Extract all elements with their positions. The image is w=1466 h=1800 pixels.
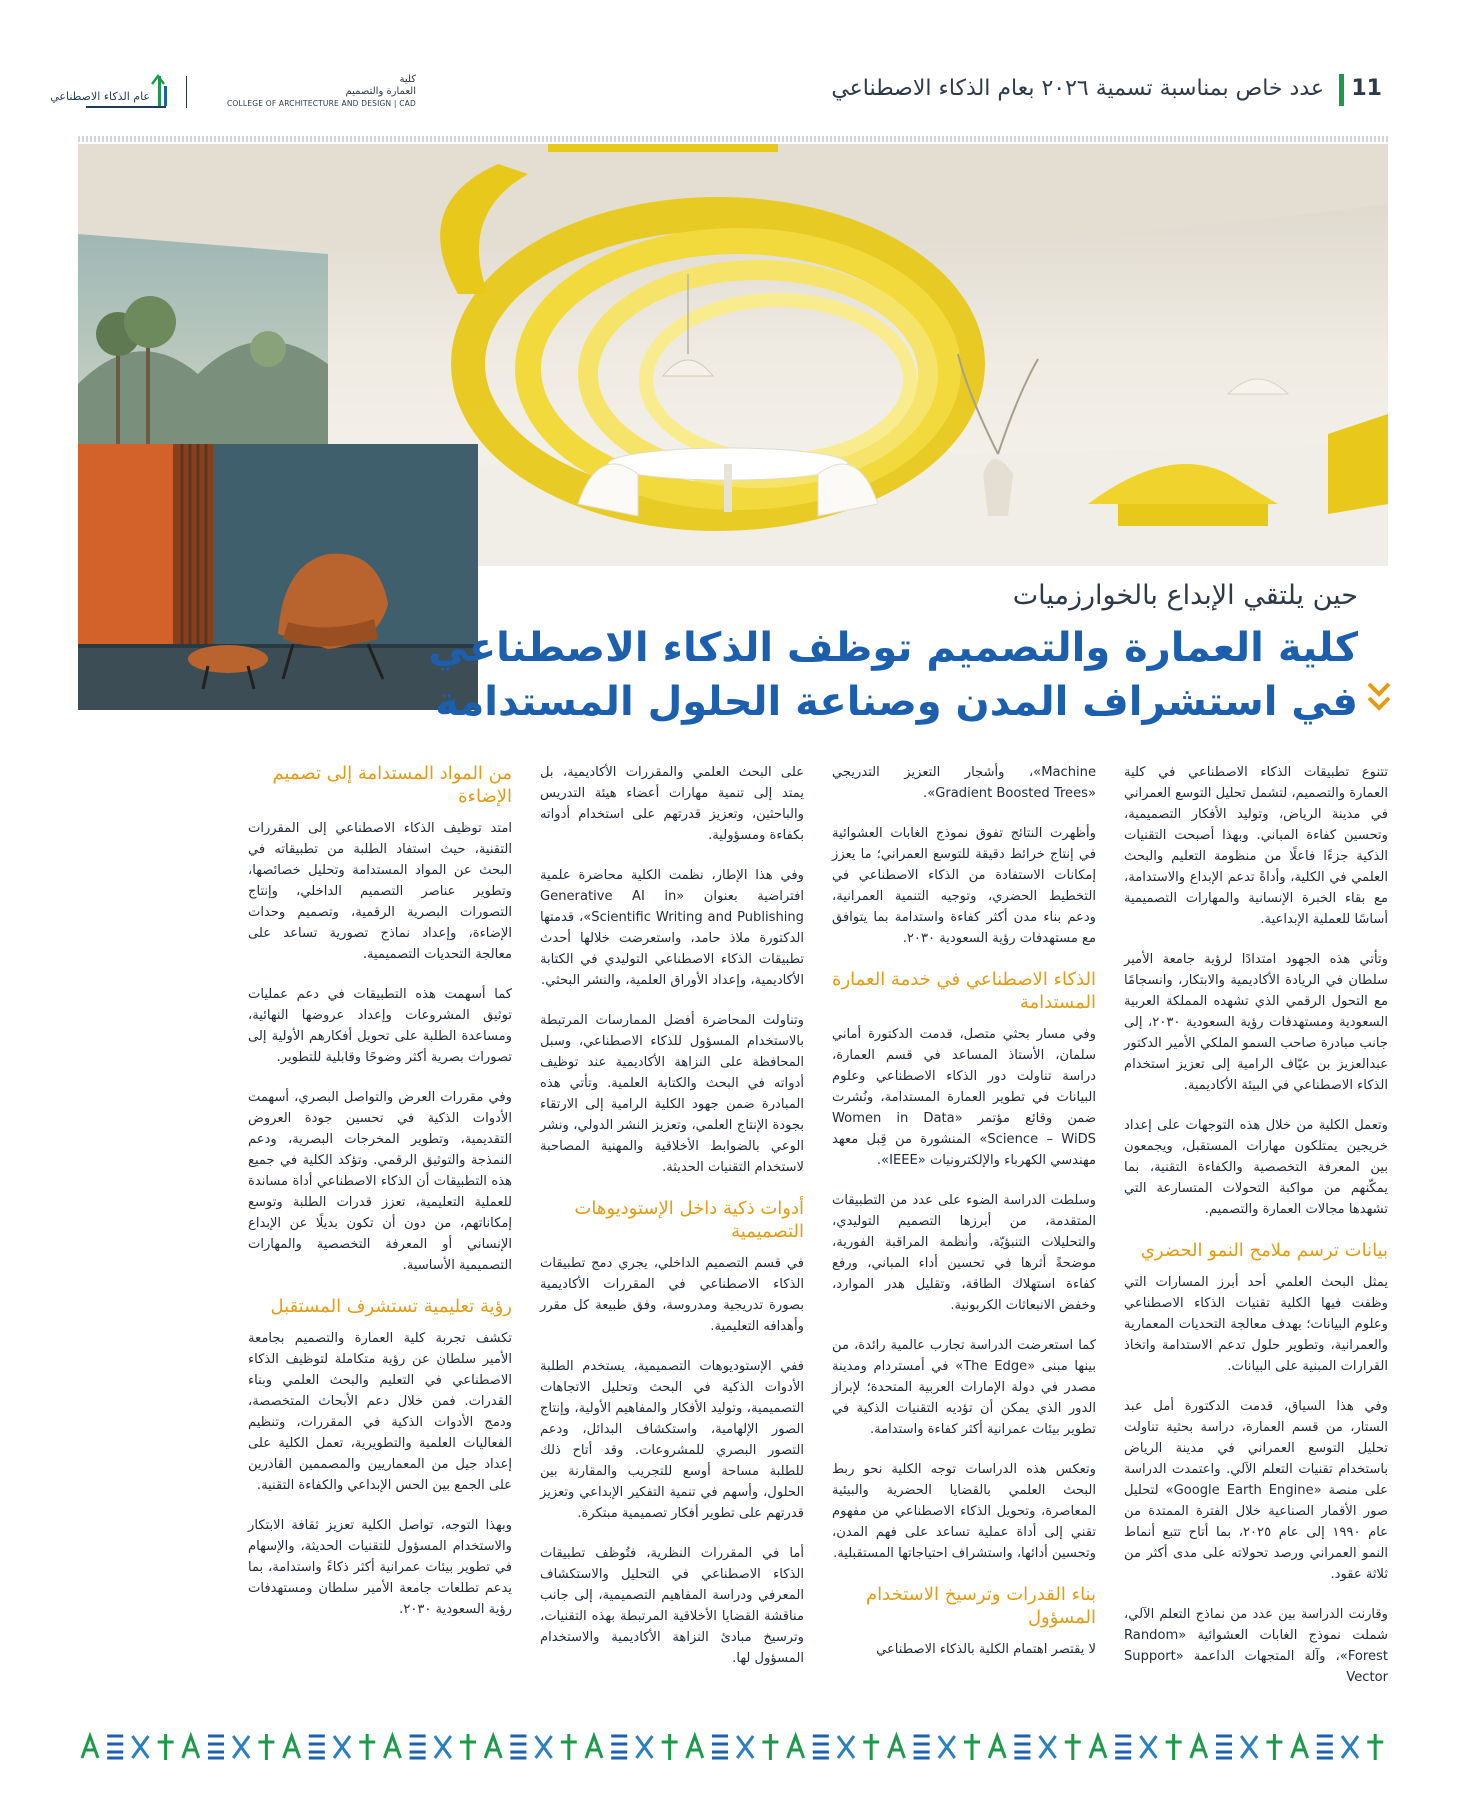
article-paragraph: وتناولت المحاضرة أفضل الممارسات المرتبطة بالاستخدام المسؤول للذكاء الاصطناعي، وسبل المحافظة على النزاهة الأكاديمية عند توظيف أدواته في البحث والكتابة العلمية. وتأتي هذه المبادرة ضمن جهود الكلية الرامية إلى الارتقاء بجودة الإنتاج العلمي، وتعزيز النشر الدولي، ونشر الوعي بالضوابط الأخلاقية والمهنية المصاحبة لاستخدام التقنيات الحديثة. (540, 1013, 804, 1175)
issue-title: عدد خاص بمناسبة تسمية ٢٠٢٦ بعام الذكاء الاصطناعي (831, 76, 1324, 101)
pattern-glyph (1115, 1736, 1131, 1758)
pattern-glyph (1166, 1734, 1182, 1760)
pattern-glyph (536, 1736, 552, 1758)
ai-logo-text: عام الذكاء الاصطناعي (50, 90, 150, 103)
pattern-glyph (1140, 1736, 1156, 1758)
pattern-glyph (888, 1736, 904, 1758)
article-paragraph: وسلطت الدراسة الضوء على عدد من التطبيقات المتقدمة، من أبرزها التصميم التوليدي، والتحليلات التنبؤيّة، وأنظمة المراقبة الفورية، موضحةً أثرها في تحسين أداء المباني، ورفع كفاءة استهلاك الطاقة، وتقليل هدر الموارد، وخفض الانبعاثات الكربونية. (832, 1193, 1096, 1313)
pattern-glyph (435, 1736, 451, 1758)
pattern-glyph (1040, 1736, 1056, 1758)
inset-chair-image (78, 444, 478, 710)
article-paragraph: أما في المقررات النظرية، فتُوظف تطبيقات الذكاء الاصطناعي في التحليل والاستكشاف المعرفي ودراسة المفاهيم التصميمية، إلى جانب مناقشة القضايا الأخلاقية المرتبطة بهذه التقنيات، وترسيخ مبادئ النزاهة الأكاديمية والاستخدام المسؤول لها. (540, 1546, 804, 1666)
article-paragraph: كما أسهمت هذه التطبيقات في دعم عمليات توثيق المشروعات وإعداد عروضها النهائية، ومساعدة الطلبة على تحويل أفكارهم الأولية إلى تصورات بصرية أكثر وضوحًا وقابلية للتطوير. (248, 987, 512, 1065)
article-column-4 (248, 762, 512, 1687)
page-number: 11 (1351, 76, 1382, 101)
section-heading: الذكاء الاصطناعي في خدمة العمارة المستدامة (832, 969, 1096, 1013)
logo-divider (186, 76, 187, 108)
pattern-glyph (208, 1736, 224, 1758)
pattern-glyph (309, 1736, 325, 1758)
article-paragraph: وفي هذا الإطار، نظمت الكلية محاضرة علمية افتراضية بعنوان «Generative AI in Scientific Writing and Publishing»، قدمتها الدكتورة ملاذ حامد، واستعرضت خلالها أحدث تطبيقات الذكاء الاصطناعي التوليدي في الكتابة الأكاديمية، وإعداد الأوراق العلمية، والنشر البحثي. (540, 868, 804, 988)
article-paragraph: لا يقتصر اهتمام الكلية بالذكاء الاصطناعي (876, 1642, 1096, 1657)
pattern-glyph (1317, 1736, 1333, 1758)
pattern-glyph (1241, 1736, 1257, 1758)
pattern-glyph (334, 1736, 350, 1758)
article-paragraph: على البحث العلمي والمقررات الأكاديمية، بل يمتد إلى تنمية مهارات أعضاء هيئة التدريس والباحثين، وتعزيز قدرتهم على استخدام أدواته بكفاءة ومسؤولية. (540, 765, 804, 843)
article-paragraph: تتنوع تطبيقات الذكاء الاصطناعي في كلية العمارة والتصميم، لتشمل تحليل التوسع العمراني في مدينة الرياض، وتوليد الأفكار التصميمية، وتحسين كفاءة المباني. وبهذا أصبحت التقنيات الذكية جزءًا فاعلًا من منظومة التعليم والبحث العلمي في الكلية، وأداةً تدعم الإبداع والاستدامة، مع بقاء الخبرة الإنسانية والمهارات التصميمية أساسًا للعملية الإبداعية. (1124, 765, 1388, 927)
pattern-glyph (1090, 1736, 1106, 1758)
chevron-down-icon (1366, 680, 1392, 714)
pattern-glyph (258, 1734, 274, 1760)
pattern-glyph (1342, 1736, 1358, 1758)
article-paragraph: تكشف تجربة كلية العمارة والتصميم بجامعة الأمير سلطان عن رؤية متكاملة لتوظيف الذكاء الاصطناعي في التعليم والبحث العلمي وبناء القدرات. فمن خلال دعم الأبحاث المتخصصة، ودمج الأدوات الذكية في المقررات، وتنظيم الفعاليات العلمية والتطويرية، تعمل الكلية على إعداد جيل من المعماريين والمصممين القادرين على الجمع بين الحس الإبداعي والكفاءة التقنية. (248, 1331, 512, 1493)
pattern-glyph (460, 1734, 476, 1760)
article-kicker: حين يلتقي الإبداع بالخوارزميات (1012, 580, 1358, 611)
pattern-glyph (1014, 1736, 1030, 1758)
pattern-glyph (183, 1736, 199, 1758)
page-header (50, 72, 1388, 114)
pattern-glyph (687, 1736, 703, 1758)
article-paragraph: امتد توظيف الذكاء الاصطناعي إلى المقررات التقنية، حيث استفاد الطلبة من تطبيقاته في البحث عن المواد المستدامة وتحليل خصائصها، وتطوير عناصر التصميم الداخلي، وإنتاج التصورات البصرية الرقمية، وتصميم وحدات الإضاءة، وإعداد نماذج تصورية تساعد على معالجة التحديات التصميمية. (248, 821, 512, 962)
section-heading: بيانات ترسم ملامح النمو الحضري (1140, 1240, 1388, 1261)
pattern-glyph (788, 1736, 804, 1758)
pattern-glyph (158, 1734, 174, 1760)
pattern-glyph (939, 1736, 955, 1758)
article-paragraph: وتعمل الكلية من خلال هذه التوجهات على إعداد خريجين يمتلكون مهارات المستقبل، ويجمعون بين المعرفة التخصصية والكفاءة التقنية، بما يمكّنهم من مواكبة التحولات المتسارعة التي تشهدها مجالات العمارة والتصميم. (1124, 1118, 1388, 1217)
section-heading: بناء القدرات وترسيخ الاستخدام المسؤول (866, 1584, 1096, 1628)
pattern-glyph (586, 1736, 602, 1758)
pattern-glyph (410, 1736, 426, 1758)
section-heading: رؤية تعليمية تستشرف المستقبل (270, 1296, 512, 1317)
college-name-en: COLLEGE OF ARCHITECTURE AND DESIGN | CAD (226, 99, 416, 108)
lounge-chair-illustration (78, 444, 478, 710)
article-column-1 (1124, 762, 1388, 1687)
article-paragraph: وقارنت الدراسة بين عدد من نماذج التعلم الآلي، شملت نموذج الغابات العشوائية «Random Forest»، وآلة المتجهات الداعمة «Support Vector (1124, 1607, 1388, 1685)
pattern-glyph (384, 1736, 400, 1758)
pattern-glyph (485, 1736, 501, 1758)
pattern-glyph (712, 1736, 728, 1758)
pattern-glyph (813, 1736, 829, 1758)
article-paragraph: ففي الإستوديوهات التصميمية، يستخدم الطلبة الأدوات الذكية في البحث وتحليل الاتجاهات التصميمية، وتوليد الأفكار والمفاهيم الأولية، وإنتاج الصور الإلهامية، واستكشاف البدائل، ودعم التصور البصري للمشروعات. وقد أتاح ذلك للطلبة مساحة أوسع للتجريب والمقارنة بين الحلول، وأسهم في تنمية التفكير الإبداعي وتعزيز قدرتهم على تطوير أفكار تصميمية مبتكرة. (540, 1359, 804, 1521)
pattern-glyph (1216, 1736, 1232, 1758)
pattern-glyph (1367, 1734, 1383, 1760)
pattern-glyph (989, 1736, 1005, 1758)
header-dotted-rule (78, 136, 1388, 142)
headline-line-2: في استشراف المدن وصناعة الحلول المستدامة (435, 679, 1358, 725)
pattern-glyph (359, 1734, 375, 1760)
pattern-glyph (737, 1736, 753, 1758)
article-paragraph: كما استعرضت الدراسة تجارب عالمية رائدة، من بينها مبنى «The Edge» في أمستردام ومدينة مصدر في دولة الإمارات العربية المتحدة؛ لإبراز الدور الذي يمكن أن تؤديه التقنيات الذكية في تطوير بيئات عمرانية أكثر كفاءة واستدامة. (832, 1338, 1096, 1437)
college-name-ar-2: العمارة والتصميم (345, 86, 416, 97)
pattern-glyph (863, 1734, 879, 1760)
pattern-glyph (510, 1736, 526, 1758)
headline-line-1: كلية العمارة والتصميم توظف الذكاء الاصطناعي (428, 625, 1358, 671)
pattern-glyph (611, 1736, 627, 1758)
article-paragraph: يمثل البحث العلمي أحد أبرز المسارات التي وظفت فيها الكلية تقنيات الذكاء الاصطناعي وعلوم البيانات؛ بهدف معالجة التحديات المعمارية والعمرانية، وتطوير حلول تدعم الاستدامة واتخاذ القرارات المبنية على البيانات. (1124, 1275, 1388, 1374)
article-paragraph: Machine»، وأشجار التعزيز التدريجي «Gradient Boosted Trees». (832, 765, 1096, 801)
decorative-ai-pattern-band (78, 1730, 1388, 1764)
article-paragraph: وفي هذا السياق، قدمت الدكتورة أمل عبد الستار، من قسم العمارة، دراسة بحثية تناولت تحليل التوسع العمراني في مدينة الرياض باستخدام تقنيات التعلم الآلي. واعتمدت الدراسة على منصة «Google Earth Engine» لتحليل صور الأقمار الصناعية خلال الفترة الممتدة من عام ١٩٩٠ إلى عام ٢٠٢٥، بما أتاح تتبع أنماط النمو العمراني ورصد تحولاته على مدى أكثر من ثلاثة عقود. (1124, 1399, 1388, 1582)
college-logo (196, 74, 416, 112)
article-paragraph: وتأتي هذه الجهود امتدادًا لرؤية جامعة الأمير سلطان في الريادة الأكاديمية والابتكار، وانسجامًا مع التحول الرقمي الذي تشهده المملكة العربية السعودية ومستهدفات رؤية السعودية ٢٠٣٠، إلى جانب مبادرة صاحب السمو الملكي الأمير الدكتور عبدالعزيز بن عيّاف الرامية إلى تعزيز استخدام الذكاء الاصطناعي في البيئة الأكاديمية. (1124, 952, 1388, 1093)
pattern-glyph (762, 1734, 778, 1760)
pattern-glyph (662, 1734, 678, 1760)
pattern-glyph (132, 1736, 148, 1758)
pattern-glyph (1292, 1736, 1308, 1758)
pattern-glyph (838, 1736, 854, 1758)
article-column-3 (540, 762, 804, 1687)
article-paragraph: وتعكس هذه الدراسات توجه الكلية نحو ربط البحث العلمي بالقضايا الحضرية والبيئية المعاصرة، وتحويل الذكاء الاصطناعي من مفهوم تقني إلى أداة عملية تساعد على فهم المدن، وتحسين أدائها، واستشراف احتياجاتها المستقبلية. (832, 1462, 1096, 1561)
section-heading: أدوات ذكية داخل الإستوديوهات التصميمية (574, 1198, 804, 1242)
article-paragraph: وأظهرت النتائج تفوق نموذج الغابات العشوائية في إنتاج خرائط دقيقة للتوسع العمراني؛ ما يعزز إمكانات الاستفادة من الذكاء الاصطناعي في التخطيط الحضري، وتوجيه التنمية العمرانية، ودعم بناء مدن أكثر كفاءة واستدامة بما يتوافق مع مستهدفات رؤية السعودية ٢٠٣٠. (832, 826, 1096, 946)
header-accent-bar (1339, 74, 1344, 106)
ai-pattern-icon (78, 1730, 1388, 1764)
pattern-glyph (1191, 1736, 1207, 1758)
pattern-glyph (82, 1736, 98, 1758)
article-paragraph: وبهذا التوجه، تواصل الكلية تعزيز ثقافة الابتكار والاستخدام المسؤول للتقنيات الحديثة، والإسهام في تطوير بيئات عمرانية أكثر ذكاءً واستدامة، بما يدعم تطلعات جامعة الأمير سلطان ومستهدفات رؤية السعودية ٢٠٣٠. (248, 1518, 512, 1617)
pattern-glyph (233, 1736, 249, 1758)
article-paragraph: وفي مسار بحثي متصل، قدمت الدكتورة أماني سلمان، الأستاذ المساعد في قسم العمارة، دراسة تناولت دور الذكاء الاصطناعي وعلوم البيانات في تطوير العمارة المستدامة، ونُشرت ضمن وقائع مؤتمر «Women in Data Science – WiDS» المنشورة من قِبل معهد مهندسي الكهرباء والإلكترونيات «IEEE». (832, 1027, 1096, 1168)
ai-year-logo (50, 72, 172, 112)
pattern-glyph (964, 1734, 980, 1760)
article-paragraph: وفي مقررات العرض والتواصل البصري، أسهمت الأدوات الذكية في تحسين جودة العروض التقديمية، وتطوير المخرجات البصرية، ودعم النمذجة والتوثيق الرقمي. وتؤكد الكلية في جميع هذه التطبيقات أن الذكاء الاصطناعي أداة مساندة للعملية التعليمية، تعزز قدرات الطلبة وتوسع إمكاناتهم، من دون أن تكون بديلًا عن الإبداع الإنساني أو المعرفة التخصصية والمهارات التصميمية الأساسية. (248, 1090, 512, 1273)
article-column-2 (832, 762, 1096, 1687)
pattern-glyph (1266, 1734, 1282, 1760)
pattern-glyph (561, 1734, 577, 1760)
pattern-glyph (636, 1736, 652, 1758)
college-name-ar-1: كلية (399, 74, 416, 85)
pattern-glyph (1065, 1734, 1081, 1760)
section-heading: من المواد المستدامة إلى تصميم الإضاءة (272, 763, 512, 807)
pattern-glyph (914, 1736, 930, 1758)
pattern-glyph (107, 1736, 123, 1758)
header-logos (50, 72, 418, 112)
pattern-glyph (284, 1736, 300, 1758)
article-paragraph: في قسم التصميم الداخلي، يجري دمج تطبيقات الذكاء الاصطناعي في المقررات الأكاديمية بصورة تدريجية ومدروسة، وفق طبيعة كل مقرر وأهدافه التعليمية. (540, 1256, 804, 1334)
